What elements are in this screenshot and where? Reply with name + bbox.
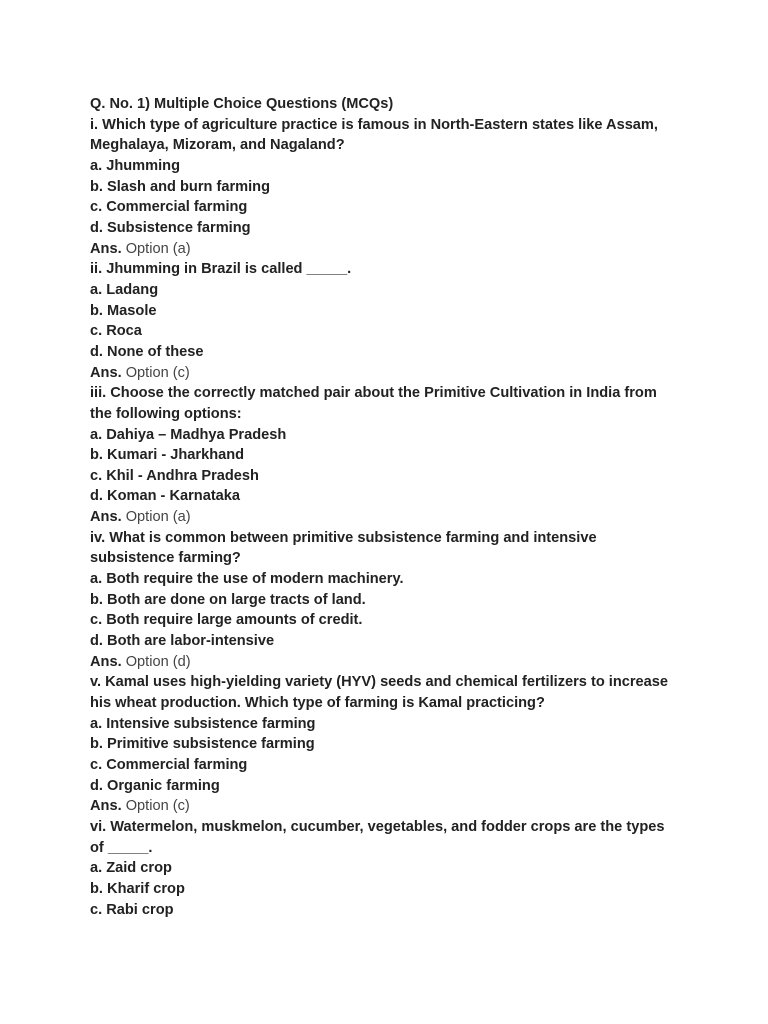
option-a: a. Both require the use of modern machinery. bbox=[90, 571, 404, 588]
question-block-6 bbox=[90, 817, 690, 920]
option-b: b. Primitive subsistence farming bbox=[90, 736, 315, 753]
answer-label: Ans. bbox=[90, 798, 122, 815]
question-text: iii. Choose the correctly matched pair about the Primitive Cultivation in India from bbox=[90, 385, 657, 402]
answer-label: Ans. bbox=[90, 653, 122, 670]
option-a: a. Intensive subsistence farming bbox=[90, 715, 316, 732]
option-b: b. Both are done on large tracts of land. bbox=[90, 591, 366, 608]
option-c: c. Khil - Andhra Pradesh bbox=[90, 467, 259, 484]
option-c: c. Roca bbox=[90, 323, 142, 340]
option-a: a. Ladang bbox=[90, 281, 159, 298]
answer-line bbox=[90, 239, 690, 260]
answer-value: Option (c) bbox=[125, 364, 190, 381]
answer-line bbox=[90, 507, 690, 528]
option-c: c. Commercial farming bbox=[90, 199, 248, 216]
answer-label: Ans. bbox=[90, 364, 122, 381]
option-c: c. Commercial farming bbox=[90, 757, 248, 773]
question-text: i. Which type of agriculture practice is famous in North-Eastern states like Assam, bbox=[90, 116, 658, 133]
answer-label: Ans. bbox=[90, 240, 122, 257]
answer-label: Ans. bbox=[90, 509, 122, 526]
question-text: Meghalaya, Mizoram, and Nagaland? bbox=[90, 137, 345, 154]
option-d: d. Both are labor-intensive bbox=[90, 633, 275, 650]
document-page bbox=[90, 94, 690, 920]
answer-line bbox=[90, 652, 690, 673]
answer-value: Option (a) bbox=[125, 240, 191, 257]
answer-value: Option (a) bbox=[125, 509, 191, 526]
option-b: b. Masole bbox=[90, 302, 157, 319]
option-d: d. Subsistence farming bbox=[90, 219, 251, 236]
option-b: b. Slash and burn farming bbox=[90, 178, 271, 195]
question-block-5 bbox=[90, 672, 690, 817]
question-block-2 bbox=[90, 259, 690, 383]
question-text: subsistence farming? bbox=[90, 550, 241, 567]
question-text: v. Kamal uses high-yielding variety (HYV) seeds and chemical fertilizers to increase bbox=[90, 674, 669, 691]
answer-value: Option (c) bbox=[125, 798, 190, 815]
option-a: a. Zaid crop bbox=[90, 860, 172, 877]
option-d: d. Organic farming bbox=[90, 777, 220, 794]
option-d: d. None of these bbox=[90, 343, 204, 360]
option-a: a. Dahiya – Madhya Pradesh bbox=[90, 426, 287, 443]
answer-line bbox=[90, 363, 690, 384]
option-b: b. Kumari - Jharkhand bbox=[90, 447, 245, 464]
section-heading: Q. No. 1) Multiple Choice Questions (MCQs) bbox=[90, 96, 394, 112]
question-text: ii. Jhumming in Brazil is called _____. bbox=[90, 261, 352, 278]
question-block-4 bbox=[90, 528, 690, 673]
question-text: vi. Watermelon, muskmelon, cucumber, vegetables, and fodder crops are the types bbox=[90, 818, 665, 835]
question-text: the following options: bbox=[90, 405, 242, 422]
option-a: a. Jhumming bbox=[90, 157, 181, 174]
question-block-1 bbox=[90, 115, 690, 260]
answer-value: Option (d) bbox=[125, 653, 191, 670]
question-text: iv. What is common between primitive subsistence farming and intensive bbox=[90, 529, 597, 546]
question-block-3 bbox=[90, 383, 690, 528]
option-d: d. Koman - Karnataka bbox=[90, 488, 241, 505]
answer-line bbox=[90, 796, 690, 817]
option-c: c. Rabi crop bbox=[90, 901, 174, 918]
question-text: of _____. bbox=[90, 839, 153, 856]
option-b: b. Kharif crop bbox=[90, 880, 185, 897]
option-c: c. Both require large amounts of credit. bbox=[90, 612, 363, 629]
question-text: his wheat production. Which type of farming is Kamal practicing? bbox=[90, 695, 545, 712]
